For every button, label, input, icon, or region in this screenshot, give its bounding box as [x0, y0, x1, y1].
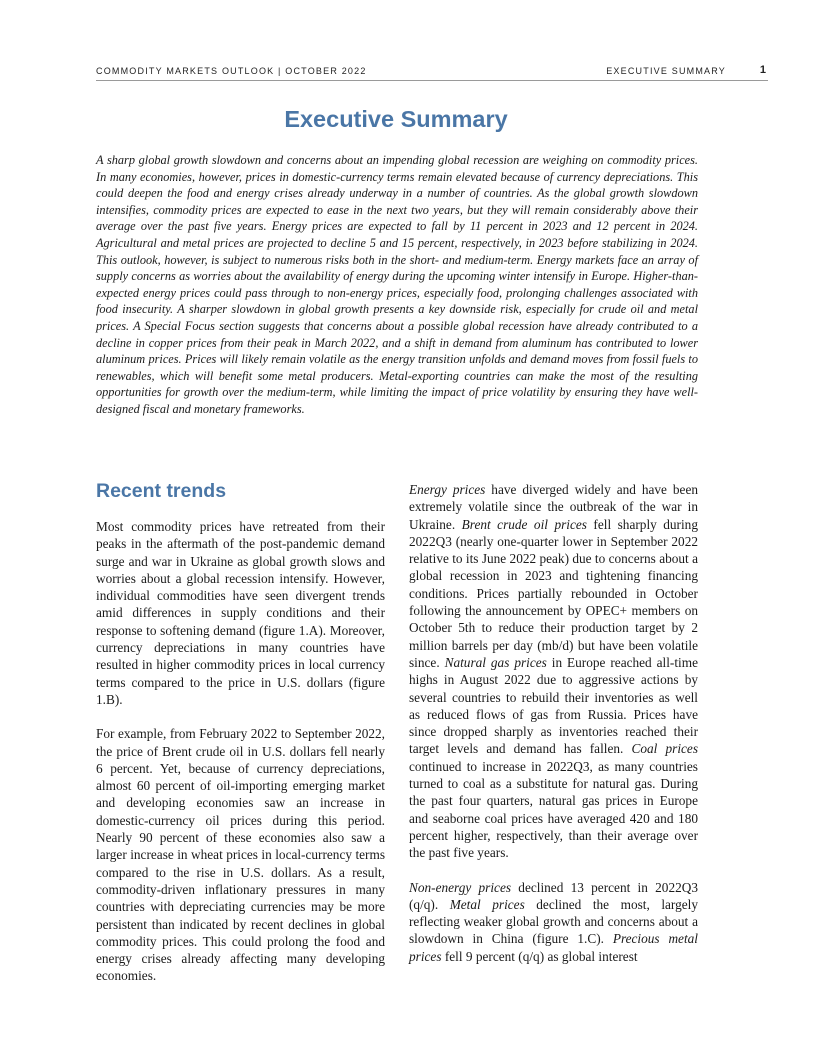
body-paragraph — [96, 518, 385, 708]
paragraph-text: For example, from February 2022 to September 2022, the price of Brent crude oil in U.S. dollars fell nearly 6 percent. Yet, because of currency depreciations, almost 60 percent of oil-importing emerging market and developing economies saw an increase in domestic-currency oil prices during this period. Nearly 90 percent of these economies also saw a larger increase in wheat prices in local-currency terms compared to the rise in U.S. dollars. As a result, commodity-driven inflationary pressures in many countries with depreciating currencies may be more persistent than indicated by recent declines in global commodity prices. This could prolong the food and energy crises already affecting many developing economies. — [96, 726, 385, 984]
paragraph-text: fell 9 percent (q/q) as global interest — [441, 948, 638, 964]
body-paragraph — [409, 879, 698, 965]
paragraph-text: have diverged widely and have been extremely volatile since the outbreak of the war in Ukraine. — [409, 482, 698, 532]
right-column — [409, 481, 698, 982]
paragraph-text: continued to increase in 2022Q3, as many countries turned to coal as a substitute for natural gas. During the past four quarters, natural gas prices in Europe and seaborne coal prices have averaged 420 and 180 percent higher, respectively, than their average over the past five years. — [409, 758, 698, 861]
left-paragraphs — [96, 518, 385, 985]
section-heading: Recent trends — [96, 480, 227, 502]
paragraph-text: fell sharply during 2022Q3 (nearly one-quarter lower in September 2022 relative to its June 2022 peak) due to concerns about a global recession in 2023 and tightening financing conditions. Prices partially rebounded in October following the announcement by OPEC+ members on October 5th to reduce their production target by 2 million barrels per day (mb/d) but have been volatile since. — [409, 516, 698, 670]
italic-term: Precious metal prices — [409, 931, 698, 964]
body-paragraph — [409, 481, 698, 862]
italic-term: Brent crude oil prices — [461, 516, 587, 532]
paragraph-text: declined 13 percent in 2022Q3 (q/q). — [409, 879, 698, 912]
page-number: 1 — [759, 64, 766, 76]
right-paragraphs — [409, 481, 698, 965]
italic-term: Natural gas prices — [444, 654, 547, 670]
left-column — [96, 478, 385, 1002]
running-header — [96, 64, 768, 81]
italic-term: Metal prices — [449, 896, 525, 912]
paragraph-text: in Europe reached all-time highs in August 2022 due to aggressive actions by several countries to rebuild their inventories as well as reduced flows of gas from Russia. Prices have since dropped sharply as inventories reached their target levels and demand has fallen. — [409, 654, 698, 757]
italic-term: Energy prices — [409, 482, 486, 497]
paragraph-text: declined the most, largely reflecting weaker global growth and concerns about a slowdown in China (figure 1.C). — [409, 896, 698, 947]
page-title: Executive Summary — [284, 106, 508, 132]
italic-term: Non-energy prices — [409, 879, 512, 895]
italic-term: Coal prices — [631, 741, 698, 757]
paragraph-text: Most commodity prices have retreated from their peaks in the aftermath of the post-pandemic demand surge and war in Ukraine as global growth slows and worries about a global recession intensify. However, individual commodities have seen divergent trends amid differences in supply conditions and their response to softening demand (figure 1.A). Moreover, currency depreciations in many countries have resulted in higher commodity prices in local currency terms compared to the price in U.S. dollars (figure 1.B). — [96, 519, 385, 707]
summary-abstract: A sharp global growth slowdown and concerns about an impending global recession are weighing on commodity prices. In many economies, however, prices in domestic-currency terms remain elevated because of currency depreciations. This could deepen the food and energy crises already underway in a number of countries. As the global growth slowdown intensifies, commodity prices are expected to ease in the next two years, but they will remain considerably above their average over the past five years. Energy prices are expected to fall by 11 percent in 2023 and 12 percent in 2024. Agricultural and metal prices are projected to decline 5 and 15 percent, respectively, in 2023 before stabilizing in 2024. This outlook, however, is subject to numerous risks both in the short- and medium-term. Energy markets face an array of supply concerns as worries about the availability of energy during the upcoming winter intensify in Europe. Higher-than-expected energy prices could pass through to non-energy prices, especially food, prolonging challenges associated with food insecurity. A sharper slowdown in global growth presents a key downside risk, especially for crude oil and metal prices. A Special Focus section suggests that concerns about a possible global recession have already contributed to a decline in copper prices from their peak in March 2022, and a shift in demand from aluminum has contributed to lower aluminum prices. Prices will likely remain volatile as the energy transition unfolds and demand moves from fossil fuels to renewables, which will benefit some metal producers. Metal-exporting countries can make the most of the resulting opportunities for growth over the medium-term, while limiting the impact of price volatility by ensuring they have well-designed fiscal and monetary frameworks. — [96, 153, 698, 416]
report-title: COMMODITY MARKETS OUTLOOK | OCTOBER 2022 — [96, 66, 367, 76]
section-name: EXECUTIVE SUMMARY — [606, 66, 726, 76]
body-paragraph — [96, 725, 385, 984]
